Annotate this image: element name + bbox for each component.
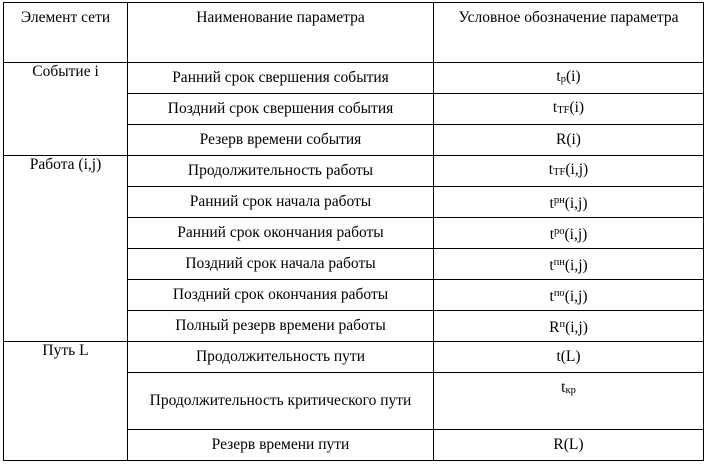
symbol-arg: (i) [565,67,581,85]
param-symbol [434,156,704,187]
symbol-superscript: рн [553,194,565,206]
param-symbol [434,280,704,311]
symbol-base: R [553,436,564,453]
symbol-superscript: п [559,318,566,330]
param-symbol [434,187,704,218]
param-name: Ранний срок окончания работы [128,218,434,249]
header-row [4,3,704,63]
param-symbol [434,430,704,461]
symbol-base: t [552,98,558,116]
header-symbol: Условное обозначение параметра [434,3,704,63]
symbol-base: t [561,379,566,396]
param-name: Поздний срок свершения события [128,94,434,125]
symbol-base: t [556,67,561,85]
symbol-base: t [549,225,554,243]
symbol-base: t [549,194,554,212]
param-symbol [434,218,704,249]
symbol-arg: (L) [560,348,581,365]
symbol-subscript: ТF [557,104,570,116]
param-name: Продолжительность пути [128,342,434,373]
element-cell: Событие i [4,63,128,156]
param-symbol [434,63,704,94]
table-row [4,156,704,187]
symbol-base: t [549,287,554,305]
param-name: Резерв времени пути [128,430,434,461]
symbol-subscript: р [560,73,566,85]
symbol-base: t [548,160,554,178]
header-name: Наименование параметра [128,3,434,63]
param-name: Продолжительность критического пути [128,373,434,430]
param-name: Поздний срок окончания работы [128,280,434,311]
symbol-superscript: ро [554,225,565,237]
param-name: Поздний срок начала работы [128,249,434,280]
symbol-base: t [556,348,561,365]
table-row [4,342,704,373]
symbol-arg: (L) [563,436,584,453]
symbol-base: R [549,318,560,336]
symbol-base: R [556,131,567,148]
symbol-subscript: кр [565,385,576,396]
symbol-arg: (i,j) [564,194,588,212]
symbol-base: t [549,256,554,274]
element-cell: Путь L [4,342,128,461]
param-symbol [434,125,704,156]
param-name: Полный резерв времени работы [128,311,434,342]
symbol-arg: (i,j) [564,256,588,274]
symbol-arg: (i,j) [564,225,588,243]
param-name: Резерв времени события [128,125,434,156]
param-symbol [434,311,704,342]
parameters-table [3,2,704,461]
symbol-arg: (i) [566,131,581,148]
symbol-arg: (i,j) [565,318,588,336]
symbol-arg: (i,j) [565,160,589,178]
element-cell: Работа (i,j) [4,156,128,342]
param-name: Ранний срок свершения события [128,63,434,94]
header-element: Элемент сети [4,3,128,63]
symbol-subscript: ТF [553,166,566,178]
param-symbol [434,94,704,125]
symbol-arg: (i) [569,98,585,116]
symbol-superscript: пн [553,256,565,268]
table-row [4,63,704,94]
param-name: Продолжительность работы [128,156,434,187]
param-symbol [434,249,704,280]
param-symbol [434,342,704,373]
param-name: Ранний срок начала работы [128,187,434,218]
symbol-arg: (i,j) [564,287,588,305]
param-symbol [434,373,704,430]
symbol-superscript: по [553,287,565,299]
